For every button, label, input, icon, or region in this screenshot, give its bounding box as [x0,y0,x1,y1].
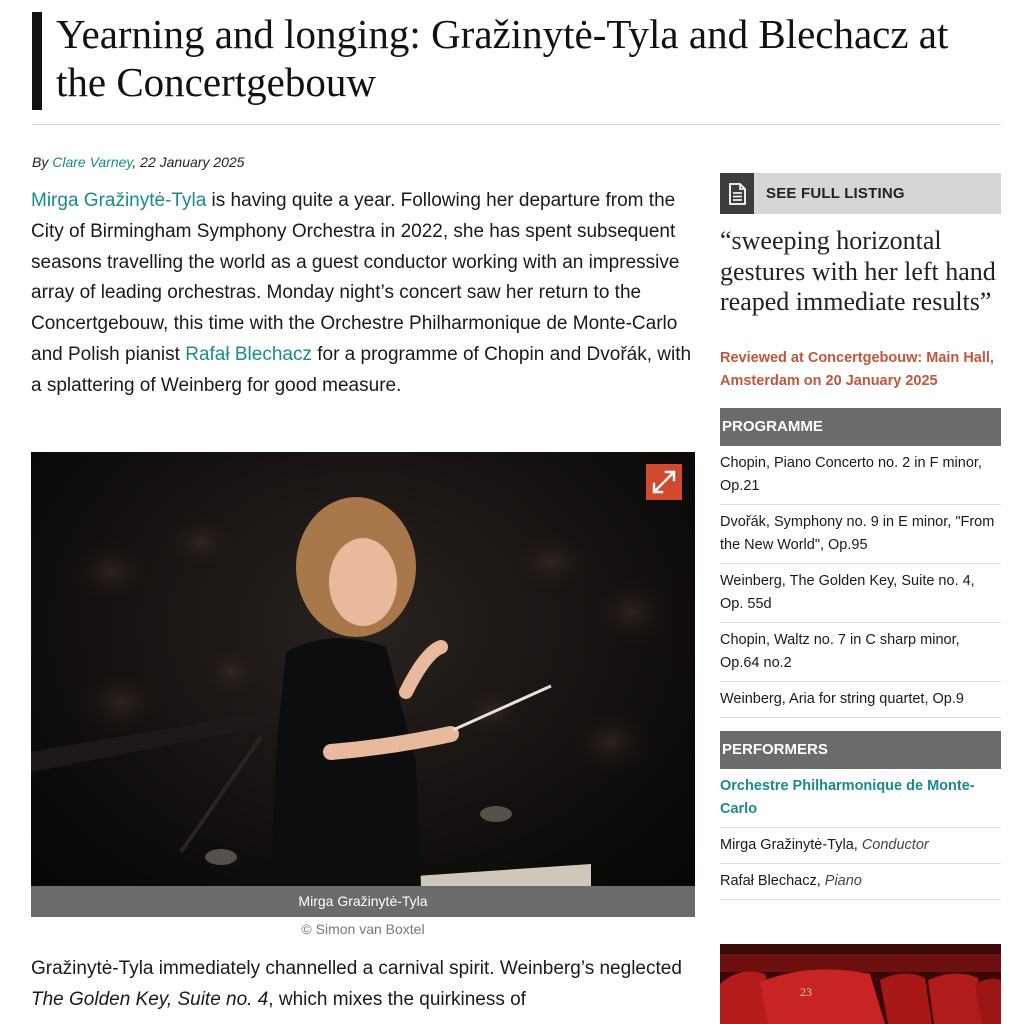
programme-item[interactable]: Chopin, Piano Concerto no. 2 in F minor, Op.21 [720,446,1001,505]
lead-text-1: is having quite a year. Following her departure from the City of Birmingham Symphony Orchestra in 2022, she has spent subsequent seasons travelling the world as a guest conductor working with an impressive array of leading orchestras. Monday night’s concert saw her return to the Concertgebouw, this time with the Orchestre Philharmonique de Monte-Carlo and Polish pianist [31,190,680,365]
expand-icon [651,469,677,495]
performer-role: Piano [824,872,862,889]
programme-item[interactable]: Dvořák, Symphony no. 9 in E minor, "From the New World", Op.95 [720,505,1001,564]
programme-item[interactable]: Weinberg, Aria for string quartet, Op.9 [720,682,1001,718]
seats-illustration [720,944,1001,1024]
venue-seats-image[interactable] [720,944,1001,1024]
photo-caption: Mirga Gražinytė-Tyla [31,886,695,917]
document-icon [720,173,754,214]
body-text-1: Gražinytė-Tyla immediately channelled a carnival spirit. Weinberg’s neglected [31,958,682,979]
performers-list [720,769,1001,900]
programme-heading: PROGRAMME [720,408,1001,446]
pianist-link[interactable]: Rafał Blechacz [185,343,312,365]
performer-name: Rafał Blechacz [720,872,817,889]
expand-button[interactable] [646,464,682,500]
title-accent-bar [32,12,42,110]
performer-name: Mirga Gražinytė-Tyla [720,836,854,853]
author-link[interactable]: Clare Varney [52,154,133,170]
performer-pianist[interactable]: Rafał Blechacz, Piano [720,864,1001,900]
reviewed-at: Reviewed at Concertgebouw: Main Hall, Amsterdam on 20 January 2025 [720,349,994,389]
programme-list [720,446,1001,718]
performer-orchestra[interactable] [720,769,1001,828]
performer-name: Orchestre Philharmonique de Monte-Carlo [720,777,975,817]
sidebar [720,173,1001,900]
byline [32,154,244,170]
lead-text-2: for a programme of Chopin and Dvořák, with a splattering of Weinberg for good measure. [31,343,692,396]
programme-item[interactable]: Weinberg, The Golden Key, Suite no. 4, Op. 55d [720,564,1001,623]
title-divider [32,124,1001,125]
work-title: The Golden Key, Suite no. 4 [31,988,269,1010]
photo-credit: © Simon van Boxtel [301,921,425,937]
page-title: Yearning and longing: Gražinytė-Tyla and Blechacz at the Concertgebouw [56,11,949,105]
performer-role: Conductor [861,836,929,853]
conductor-link[interactable]: Mirga Gražinytė-Tyla [31,190,207,211]
byline-date: , 22 January 2025 [132,154,245,170]
seat-number: 23 [800,985,812,999]
performer-conductor[interactable]: Mirga Gražinytė-Tyla, Conductor [720,828,1001,864]
photo-illustration [31,452,695,886]
lead-paragraph [31,186,696,402]
programme-item[interactable]: Chopin, Waltz no. 7 in C sharp minor, Op.64 no.2 [720,623,1001,682]
body-paragraph [31,954,696,1015]
conductor-photo[interactable] [31,452,695,886]
see-full-listing-label: SEE FULL LISTING [766,185,905,202]
body-text-2: , which mixes the quirkiness of [268,988,526,1010]
performers-heading: PERFORMERS [720,731,1001,769]
pull-quote: “sweeping horizontal gestures with her left hand reaped immediate results” [720,226,996,317]
see-full-listing-button[interactable] [720,173,1001,214]
byline-prefix: By [32,154,53,170]
